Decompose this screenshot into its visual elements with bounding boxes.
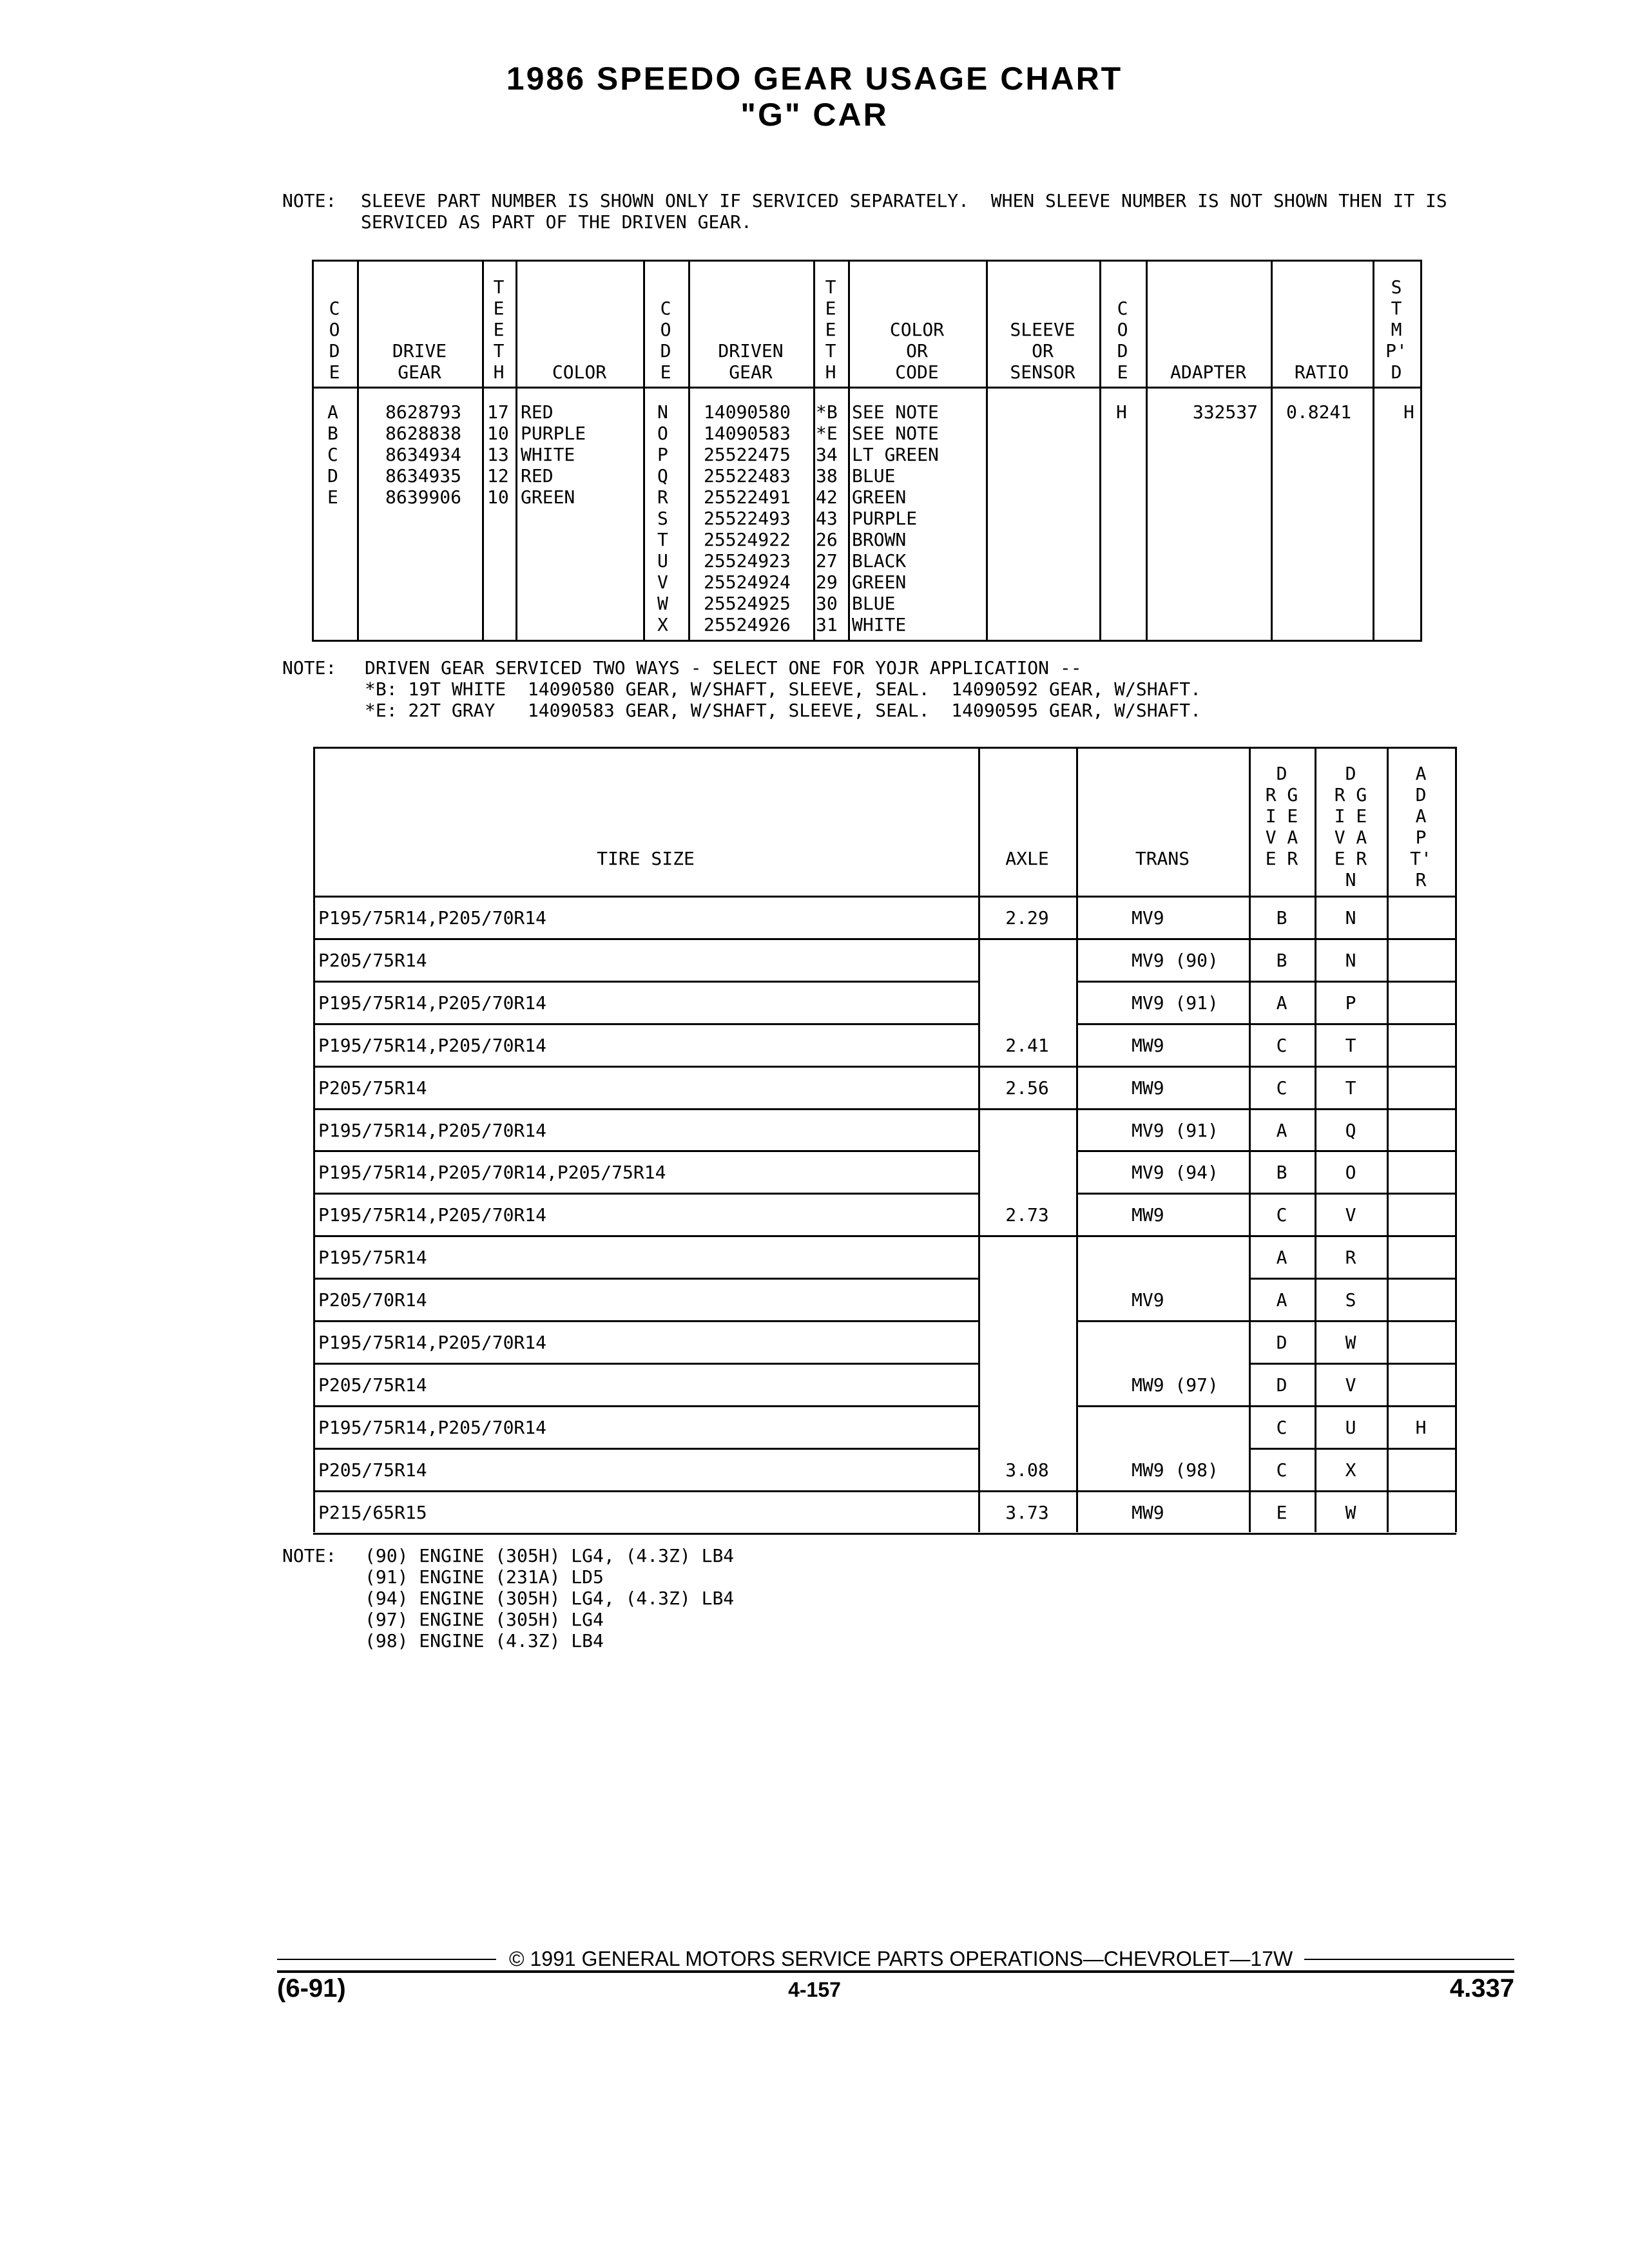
drive-gear-cell: D: [1276, 1332, 1287, 1353]
header-driven-gear: DRIVEN GEAR: [718, 340, 784, 383]
driven-gear-cell: W: [1345, 1332, 1356, 1353]
section-number: 4.337: [1449, 1974, 1514, 2003]
tire-size-cell: P215/65R15: [318, 1501, 427, 1523]
drive-gear-cell: A: [1276, 1289, 1287, 1311]
header-tire-size: TIRE SIZE: [597, 848, 695, 869]
driven-gear-cell: T: [1345, 1034, 1356, 1056]
header-driven-gear: D R G I E V A E R N: [1334, 763, 1367, 890]
tire-size-cell: P195/75R14,P205/70R14: [318, 992, 547, 1014]
drive-gear-cell: C: [1276, 1416, 1287, 1438]
header-trans: TRANS: [1135, 848, 1190, 869]
trans-cell: MW9: [1132, 1077, 1164, 1099]
note-line: DRIVEN GEAR SERVICED TWO WAYS - SELECT ONE FOR YOJR APPLICATION --: [365, 657, 1082, 678]
tire-size-cell: P205/75R14: [318, 949, 427, 971]
note-line: *E: 22T GRAY 14090583 GEAR, W/SHAFT, SLEEVE, SEAL. 14090595 GEAR, W/SHAFT.: [365, 700, 1202, 721]
drive-colors: RED PURPLE WHITE RED GREEN: [521, 401, 586, 508]
tire-size-cell: P195/75R14,P205/70R14: [318, 1034, 547, 1056]
tire-size-cell: P195/75R14,P205/70R14: [318, 1332, 547, 1353]
header-adapter: A D A P T' R: [1410, 763, 1432, 890]
driven-gear-cell: N: [1345, 907, 1356, 928]
note-line: *B: 19T WHITE 14090580 GEAR, W/SHAFT, SLEEVE, SEAL. 14090592 GEAR, W/SHAFT.: [365, 678, 1202, 700]
driven-gear-cell: S: [1345, 1289, 1356, 1311]
trans-cell: MW9 (97): [1132, 1374, 1219, 1396]
tire-size-cell: P205/75R14: [318, 1459, 427, 1481]
trans-cell: MW9: [1132, 1034, 1164, 1056]
trans-cell: MV9 (94): [1132, 1162, 1219, 1184]
header-ratio: RATIO: [1294, 361, 1349, 383]
driven-gear-cell: T: [1345, 1077, 1356, 1099]
driven-gear-cell: N: [1345, 949, 1356, 971]
driven-teeth: *B *E 34 38 42 43 26 27 29 30 31: [816, 401, 838, 635]
trans-cell: MV9 (91): [1132, 1119, 1219, 1141]
tire-size-cell: P195/75R14,P205/70R14: [318, 1416, 547, 1438]
adapter-number: 332537: [1192, 401, 1258, 423]
header-adapter: ADAPTER: [1170, 361, 1246, 383]
note-label: NOTE:: [282, 190, 337, 211]
trans-cell: MW9 (98): [1132, 1459, 1219, 1481]
driven-gear-cell: U: [1345, 1416, 1356, 1438]
tire-size-cell: P195/75R14,P205/70R14: [318, 1119, 547, 1141]
trans-cell: MV9 (90): [1132, 949, 1219, 971]
drive-gear-cell: C: [1276, 1077, 1287, 1099]
drive-gear-cell: D: [1276, 1374, 1287, 1396]
drive-gear-cell: A: [1276, 1119, 1287, 1141]
driven-gear-numbers: 14090580 14090583 25522475 25522483 25522491 25522493 25524922 25524923 25524924 25524925 25524926: [704, 401, 791, 635]
tire-size-cell: P195/75R14,P205/70R14,P205/75R14: [318, 1162, 666, 1184]
tire-size-cell: P205/75R14: [318, 1374, 427, 1396]
drive-gear-cell: B: [1276, 949, 1287, 971]
header-stmpd: S T M P' D: [1385, 276, 1407, 383]
page-title: 1986 SPEEDO GEAR USAGE CHART: [506, 61, 1123, 97]
note-text-line2: SERVICED AS PART OF THE DRIVEN GEAR.: [361, 211, 752, 233]
page-number: 4-157: [788, 1978, 841, 2001]
engine-notes: (90) ENGINE (305H) LG4, (4.3Z) LB4 (91) ENGINE (231A) LD5 (94) ENGINE (305H) LG4, (4.3Z) LB4 (97) ENGINE (305H) LG4 (98) ENGINE (4.3Z) LB4: [365, 1545, 735, 1651]
drive-gear-cell: C: [1276, 1204, 1287, 1226]
drive-gear-cell: A: [1276, 992, 1287, 1014]
drive-gear-numbers: 8628793 8628838 8634934 8634935 8639906: [385, 401, 462, 508]
driven-gear-cell: V: [1345, 1374, 1356, 1396]
note-label: NOTE:: [282, 657, 337, 678]
copyright: © 1991 GENERAL MOTORS SERVICE PARTS OPERATIONS—CHEVROLET—17W: [509, 1947, 1293, 1970]
axle-cell: 2.73: [1005, 1204, 1049, 1226]
drive-gear-cell: C: [1276, 1459, 1287, 1481]
tire-size-cell: P195/75R14,P205/70R14: [318, 907, 547, 928]
adapter-cell: H: [1415, 1416, 1427, 1438]
header-teeth: T E E T H: [493, 276, 505, 383]
trans-cell: MV9 (91): [1132, 992, 1219, 1014]
note-text-line1: SLEEVE PART NUMBER IS SHOWN ONLY IF SERVICED SEPARATELY. WHEN SLEEVE NUMBER IS NOT SHOWN THEN IT IS: [361, 190, 1447, 211]
page-subtitle: "G" CAR: [740, 97, 889, 133]
header-code: C O D E: [1117, 298, 1128, 383]
axle-cell: 3.08: [1005, 1459, 1049, 1481]
drive-gear-cell: E: [1276, 1501, 1287, 1523]
trans-cell: MV9: [1132, 1289, 1164, 1311]
tire-size-cell: P205/70R14: [318, 1289, 427, 1311]
header-drive-gear: D R G I E V A E R: [1265, 763, 1298, 869]
axle-cell: 3.73: [1005, 1501, 1049, 1523]
drive-gear-cell: A: [1276, 1247, 1287, 1269]
driven-gear-cell: Q: [1345, 1119, 1356, 1141]
revision-date: (6-91): [277, 1974, 346, 2003]
drive-gear-cell: B: [1276, 907, 1287, 928]
drive-codes: A B C D E: [327, 401, 338, 508]
stmpd-value: H: [1403, 401, 1414, 423]
driven-gear-cell: O: [1345, 1162, 1356, 1184]
axle-cell: 2.56: [1005, 1077, 1049, 1099]
drive-gear-cell: C: [1276, 1034, 1287, 1056]
header-drive-gear: DRIVE GEAR: [392, 340, 447, 383]
driven-codes: N O P Q R S T U V W X: [657, 401, 668, 635]
header-sleeve-or-sensor: SLEEVE OR SENSOR: [1010, 319, 1075, 383]
tire-size-cell: P195/75R14,P205/70R14: [318, 1204, 547, 1226]
driven-gear-cell: W: [1345, 1501, 1356, 1523]
axle-cell: 2.29: [1005, 907, 1049, 928]
drive-gear-cell: B: [1276, 1162, 1287, 1184]
trans-cell: MW9: [1132, 1501, 1164, 1523]
header-code: C O D E: [660, 298, 671, 383]
header-color-or-code: COLOR OR CODE: [889, 319, 945, 383]
axle-cell: 2.41: [1005, 1034, 1049, 1056]
note-label: NOTE:: [282, 1545, 337, 1566]
header-color: COLOR: [552, 361, 607, 383]
trans-cell: MV9: [1132, 907, 1164, 928]
driven-gear-cell: R: [1345, 1247, 1356, 1269]
drive-teeth: 17 10 13 12 10: [487, 401, 509, 508]
tire-size-cell: P195/75R14: [318, 1247, 427, 1269]
header-code: C O D E: [329, 298, 340, 383]
tire-size-cell: P205/75R14: [318, 1077, 427, 1099]
driven-gear-cell: P: [1345, 992, 1356, 1014]
header-axle: AXLE: [1005, 848, 1049, 869]
ratio-value: 0.8241: [1286, 401, 1352, 423]
header-teeth: T E E T H: [825, 276, 836, 383]
trans-cell: MW9: [1132, 1204, 1164, 1226]
driven-gear-cell: X: [1345, 1459, 1356, 1481]
adapter-code: H: [1116, 401, 1127, 423]
driven-colors: SEE NOTE SEE NOTE LT GREEN BLUE GREEN PURPLE BROWN BLACK GREEN BLUE WHITE: [852, 401, 939, 635]
driven-gear-cell: V: [1345, 1204, 1356, 1226]
